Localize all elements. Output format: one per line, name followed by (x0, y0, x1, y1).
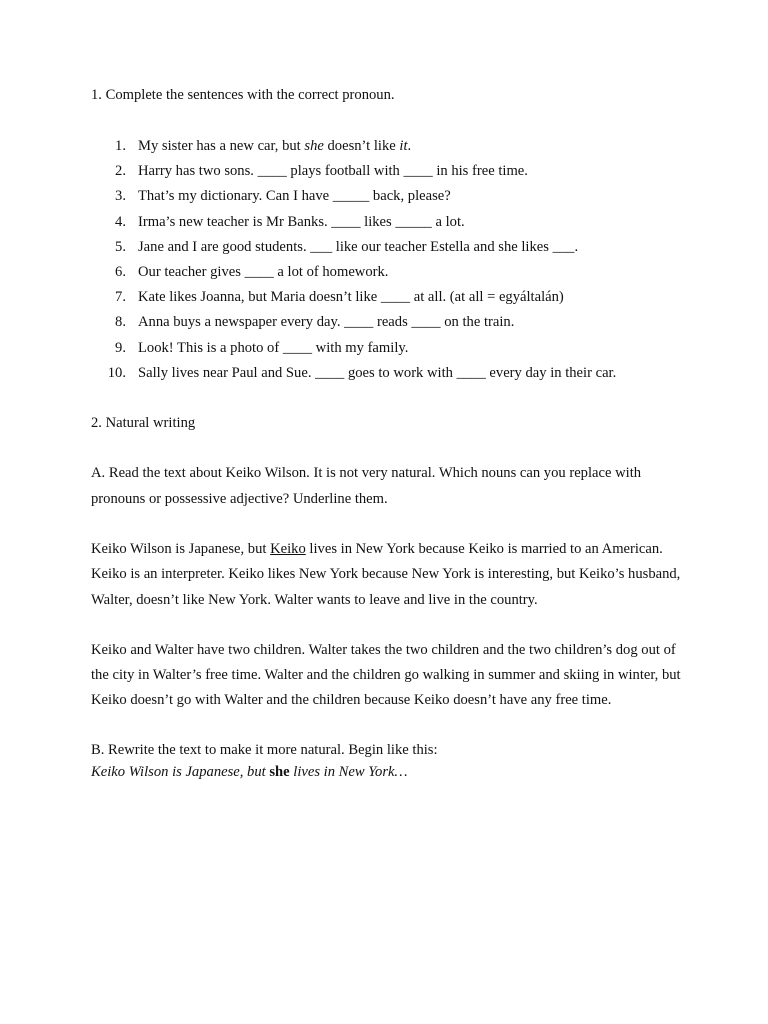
item-number: 6. (115, 264, 126, 281)
item-number: 9. (115, 339, 126, 356)
exercise1-title: 1. Complete the sentences with the correct pronoun. (91, 87, 395, 103)
underlined-noun: Keiko (270, 540, 306, 557)
paragraph-text-pre: Keiko Wilson is Japanese, but (91, 540, 271, 557)
item-text: Harry has two sons. ____ plays football with ____ in his free time. (138, 163, 528, 180)
worksheet-page (91, 84, 691, 783)
keiko-paragraph-2: Keiko and Walter have two children. Walter takes the two children and the two children’s dog out of the city in Walter’s free time. Walter and the children go walking in summer and skiing in winter, but Keiko doesn’t go with Walter and the children because Keiko doesn’t have any free time. (91, 641, 681, 709)
item-number: 8. (115, 314, 126, 331)
example-pronoun-bold: she (269, 763, 290, 780)
item-text: Anna buys a newspaper every day. ____ reads ____ on the train. (138, 314, 515, 331)
exercise1-item (91, 134, 691, 159)
item-text: Our teacher gives ____ a lot of homework. (138, 264, 389, 281)
exercise2-section (91, 411, 691, 783)
part-b-instruction: B. Rewrite the text to make it more natural. Begin like this: (91, 741, 438, 758)
exercise1-item (91, 336, 691, 361)
item-text-pre: My sister has a new car, but (138, 138, 305, 154)
item-text-mid: doesn’t like (323, 138, 400, 154)
item-text-post: . (407, 138, 412, 154)
item-number: 1. (115, 138, 126, 154)
item-number: 4. (115, 213, 126, 230)
keiko-paragraph-1 (91, 537, 691, 613)
item-number: 7. (115, 289, 126, 306)
exercise1-item (91, 361, 691, 386)
item-text: Look! This is a photo of ____ with my family. (138, 339, 409, 356)
item-number: 3. (115, 188, 126, 205)
exercise1-item (91, 210, 691, 235)
item-number: 2. (115, 163, 126, 180)
exercise2-title: 2. Natural writing (91, 415, 196, 432)
exercise1-item (91, 310, 691, 335)
exercise1-item (91, 285, 691, 310)
part-b-example (91, 761, 691, 783)
item-number: 10. (107, 364, 126, 381)
item-text: That’s my dictionary. Can I have _____ back, please? (138, 188, 451, 205)
exercise1-item (91, 159, 691, 184)
example-text-pre: Keiko Wilson is Japanese, but (91, 763, 270, 780)
item-number: 5. (115, 238, 126, 255)
item-text: Jane and I are good students. ___ like our teacher Estella and she likes ___. (138, 238, 579, 255)
example-pronoun-it: it (399, 138, 408, 154)
example-text-post: lives in New York… (289, 763, 408, 780)
paragraph-text-post: lives in New York because Keiko is married to an American. Keiko is an interpreter. Keiko likes New York because New York is interesting, but Keiko’s husband, Walter, doesn’t like New York. Walter wants to leave and live in the country. (91, 540, 681, 608)
item-text: Irma’s new teacher is Mr Banks. ____ likes _____ a lot. (138, 213, 465, 230)
exercise1-list (91, 134, 691, 386)
exercise1-item (91, 235, 691, 260)
part-a-instruction: A. Read the text about Keiko Wilson. It is not very natural. Which nouns can you replace with pronouns or possessive adjective? Underline them. (91, 465, 642, 507)
exercise1-item (91, 184, 691, 209)
exercise1-item (91, 260, 691, 285)
item-text: Sally lives near Paul and Sue. ____ goes to work with ____ every day in their car. (138, 364, 617, 381)
item-text: Kate likes Joanna, but Maria doesn’t like ____ at all. (at all = egyáltalán) (138, 289, 564, 306)
example-pronoun-she: she (304, 138, 324, 154)
